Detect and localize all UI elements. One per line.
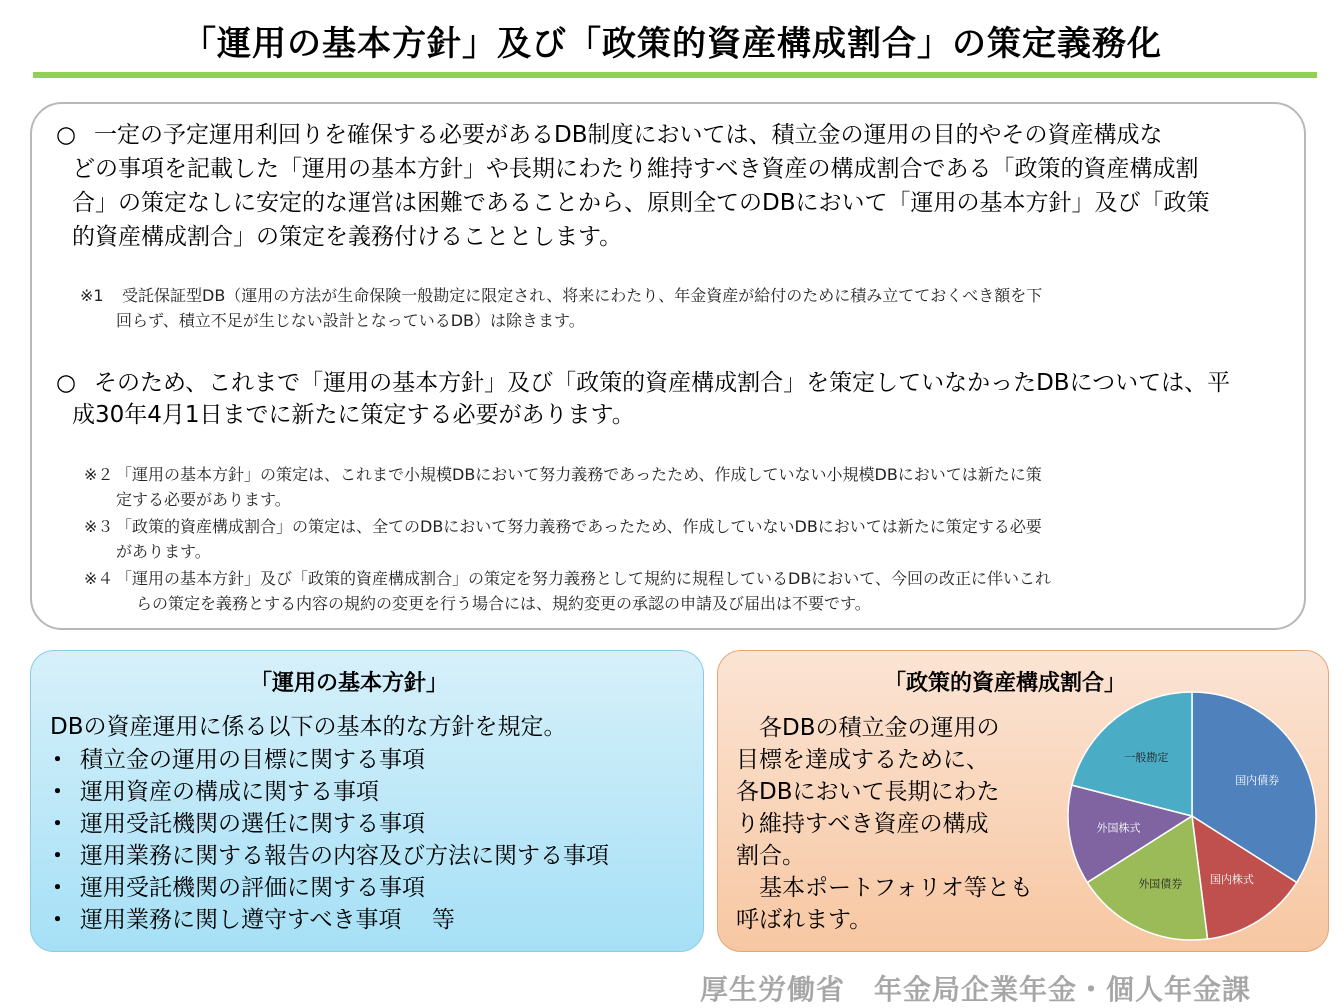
description-line: り維持すべき資産の構成	[736, 811, 989, 837]
description-line: 呼ばれます。	[736, 907, 873, 933]
paragraph-1-line-4: 的資産構成割合」の策定を義務付けることとします。	[72, 224, 623, 250]
asset-allocation-heading: 「政策的資産構成割合」	[884, 671, 1127, 696]
list-item: ・ 運用業務に関し遵守すべき事項 等	[46, 904, 609, 936]
asset-allocation-pie-chart	[1062, 690, 1322, 950]
note-1-line-2: 回らず、積立不足が生じない設計となっているDB）は除きます。	[116, 311, 585, 330]
bullet-mark: ・	[46, 907, 69, 933]
list-item: ・ 運用業務に関する報告の内容及び方法に関する事項	[46, 840, 609, 872]
note-2-line-1: ※２ 「運用の基本方針」の策定は、これまで小規模DBにおいて努力義務であったため、作成していない小規模DBにおいては新たに策	[84, 465, 1042, 484]
note-3-line-2: があります。	[116, 542, 211, 561]
paragraph-2-line-2: 成30年4月1日までに新たに策定する必要があります。	[72, 402, 635, 428]
footer-organization: 厚生労働省 年金局企業年金・個人年金課	[700, 973, 1252, 1006]
description-line: 基本ポートフォリオ等とも	[736, 875, 1033, 901]
asset-allocation-description	[736, 712, 1036, 936]
bullet-mark: ・	[46, 747, 69, 773]
paragraph-1-line-1: ○ 一定の予定運用利回りを確保する必要があるDB制度においては、積立金の運用の目的やその資産構成な	[56, 118, 1163, 152]
pie-label-2: 外国債券	[1138, 877, 1183, 891]
description-line: 各DBの積立金の運用の	[736, 715, 1000, 741]
bullet-mark: ・	[46, 811, 69, 837]
bullet-mark: ・	[46, 843, 69, 869]
bullet-mark: ・	[46, 875, 69, 901]
list-item: ・ 積立金の運用の目標に関する事項	[46, 744, 609, 776]
list-item: ・ 運用資産の構成に関する事項	[46, 776, 609, 808]
circle-mark: ○	[56, 122, 77, 148]
paragraph-1-line-3: 合」の策定なしに安定的な運営は困難であることから、原則全てのDBにおいて「運用の基本方針」及び「政策	[72, 190, 1210, 216]
list-item: ・ 運用受託機関の選任に関する事項	[46, 808, 609, 840]
note-2-line-2: 定する必要があります。	[116, 490, 291, 509]
pie-label-4: 一般勘定	[1124, 751, 1169, 765]
title-underline	[33, 72, 1317, 78]
description-line: 各DBにおいて長期にわた	[736, 779, 1000, 805]
description-line: 目標を達成するために、	[736, 747, 989, 773]
basic-policy-heading: 「運用の基本方針」	[250, 671, 449, 696]
list-item: ・ 運用受託機関の評価に関する事項	[46, 872, 609, 904]
page-title: 「運用の基本方針」及び「政策的資産構成割合」の策定義務化	[182, 24, 1162, 64]
note-1-line-1: ※1 受託保証型DB（運用の方法が生命保険一般勘定に限定され、将来にわたり、年金資産が給付のために積み立てておくべき額を下	[80, 286, 1043, 305]
note-3-line-1: ※３ 「政策的資産構成割合」の策定は、全てのDBにおいて努力義務であったため、作成していないDBにおいては新たに策定する必要	[84, 517, 1042, 536]
paragraph-2-line-1: ○ そのため、これまで「運用の基本方針」及び「政策的資産構成割合」を策定していなかったDBについては、平	[56, 366, 1230, 400]
bullet-mark: ・	[46, 779, 69, 805]
note-4-line-1: ※４ 「運用の基本方針」及び「政策的資産構成割合」の策定を努力義務として規約に規程しているDBにおいて、今回の改正に伴いこれ	[84, 569, 1051, 588]
paragraph-1-line-2: どの事項を記載した「運用の基本方針」や長期にわたり維持すべき資産の構成割合である「政策的資産構成割	[72, 156, 1199, 182]
description-line: 割合。	[736, 843, 805, 869]
circle-mark: ○	[56, 370, 77, 396]
basic-policy-lead: DBの資産運用に係る以下の基本的な方針を規定。	[50, 714, 567, 740]
note-4-line-2: らの策定を義務とする内容の規約の変更を行う場合には、規約変更の承認の申請及び届出は不要です。	[136, 594, 871, 613]
basic-policy-list	[46, 744, 609, 936]
pie-label-0: 国内債券	[1235, 774, 1280, 788]
pie-label-3: 外国株式	[1096, 821, 1141, 835]
pie-label-1: 国内株式	[1209, 872, 1254, 886]
